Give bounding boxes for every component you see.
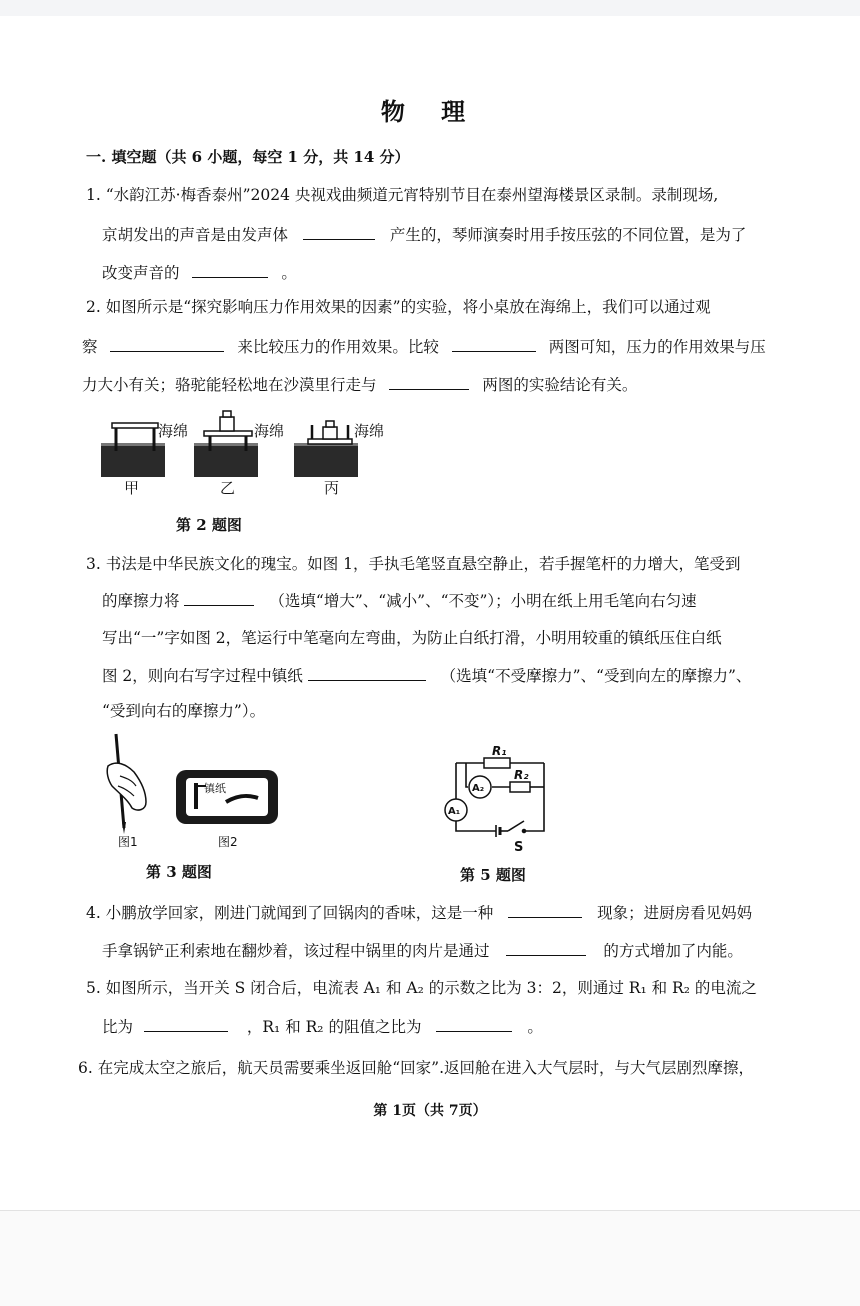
q4-text-a: 4. 小鹏放学回家，刚进门就闻到了回锅肉的香味，这是一种 (86, 904, 494, 922)
q3-text-b: （选填“增大”、“减小”、“不变”）；小明在纸上用毛笔向右匀速 (269, 592, 697, 610)
switch-s (508, 821, 526, 833)
sponge-label: 海绵 (254, 422, 285, 440)
figure-name-bing: 丙 (324, 479, 340, 497)
q5-line2 (102, 1015, 543, 1038)
sponge-label: 海绵 (354, 422, 385, 440)
q1-text-d: 。 (281, 264, 297, 282)
page-title: 物 理 (380, 97, 480, 126)
q1-text-a: 京胡发出的声音是由发声体 (102, 226, 289, 244)
q5-text-b: ，R₁ 和 R₂ 的阻值之比为 (246, 1018, 422, 1036)
sponge-yi (194, 411, 258, 477)
answer-blank[interactable] (110, 335, 224, 352)
q3-caption: 第 3 题图 (146, 863, 212, 881)
q2-text-d: 力大小有关；骆驼能轻松地在沙漠里行走与 (82, 376, 377, 394)
resistor-r2 (510, 782, 530, 792)
q4-line1 (86, 901, 752, 924)
figure-name-jia: 甲 (124, 479, 140, 497)
q2-text-a: 察 (82, 338, 98, 356)
paperweight-label: 镇纸 (204, 782, 226, 795)
answer-blank[interactable] (144, 1015, 228, 1032)
page-footer: 第 1页（共 7页） (373, 1103, 487, 1119)
fig2-label: 图2 (218, 835, 238, 849)
q4-text-c: 手拿锅铲正利索地在翻炒着，该过程中锅里的肉片是通过 (102, 942, 490, 960)
q3-line5: “受到向右的摩擦力”）。 (102, 702, 266, 720)
q2-line2 (82, 335, 766, 358)
sponge-bing (294, 421, 358, 477)
a1-label: A₁ (448, 806, 461, 817)
q2-text-e: 两图的实验结论有关。 (482, 376, 638, 394)
q4-line2 (102, 939, 743, 962)
blank-area (0, 1210, 860, 1306)
q2-line3 (82, 373, 637, 396)
q2-caption: 第 2 题图 (176, 516, 242, 534)
answer-blank[interactable] (508, 901, 582, 918)
q4-text-d: 的方式增加了内能。 (603, 942, 743, 960)
q3-line3: 写出“一”字如图 2，笔运行中笔毫向左弯曲，为防止白纸打滑，小明用较重的镇纸压住白纸 (102, 629, 722, 647)
answer-blank[interactable] (452, 335, 536, 352)
sponge-label: 海绵 (158, 422, 189, 440)
answer-blank[interactable] (192, 261, 268, 278)
q1-text-b: 产生的，琴师演奏时用手按压弦的不同位置，是为了 (389, 226, 747, 244)
q6-line1: 6. 在完成太空之旅后，航天员需要乘坐返回舱“回家”.返回舱在进入大气层时，与大气层剧烈摩擦， (78, 1059, 754, 1077)
answer-blank[interactable] (184, 589, 254, 606)
figure-name-yi: 乙 (220, 479, 236, 497)
sponge-jia (101, 423, 165, 477)
r1-label: R₁ (492, 744, 507, 758)
q5-text-c: 。 (527, 1018, 543, 1036)
answer-blank[interactable] (303, 223, 375, 240)
q5-caption: 第 5 题图 (460, 866, 526, 884)
q1-text-c: 改变声音的 (102, 264, 180, 282)
q2-text-b: 来比较压力的作用效果。比较 (237, 338, 439, 356)
fig1-label: 图1 (118, 835, 138, 849)
r2-label: R₂ (514, 768, 529, 782)
q3-text-c: 图 2，则向右写字过程中镇纸 (102, 667, 303, 685)
answer-blank[interactable] (506, 939, 586, 956)
battery (496, 825, 508, 837)
resistor-r1 (484, 758, 510, 768)
a2-label: A₂ (472, 783, 485, 794)
q3-text-a: 的摩擦力将 (102, 592, 180, 610)
answer-blank[interactable] (436, 1015, 512, 1032)
circuit-wires (456, 763, 544, 831)
q3-line1: 3. 书法是中华民族文化的瑰宝。如图 1，手执毛笔竖直悬空静止，若手握笔杆的力增大，笔受到 (86, 555, 741, 573)
brush-hand-figure (107, 734, 146, 834)
q3-figure (98, 730, 298, 850)
q1-line3 (102, 261, 297, 284)
answer-blank[interactable] (308, 664, 426, 681)
q1-line1: 1. “水韵江苏·梅香泰州”2024 央视戏曲频道元宵特别节目在泰州望海楼景区录制。录制现场, (86, 186, 719, 204)
section-heading: 一. 填空题（共 6 小题，每空 1 分，共 14 分） (86, 148, 410, 166)
q2-text-c: 两图可知，压力的作用效果与压 (548, 338, 766, 356)
q2-line1: 2. 如图所示是“探究影响压力作用效果的因素”的实验，将小桌放在海绵上，我们可以通过观 (86, 298, 711, 316)
paperweight-figure (176, 770, 278, 824)
q3-line4 (102, 664, 751, 687)
q3-line2 (102, 589, 697, 612)
q4-text-b: 现象；进厨房看见妈妈 (597, 904, 753, 922)
q1-line2 (102, 223, 746, 246)
answer-blank[interactable] (389, 373, 469, 390)
s-label: S (514, 840, 524, 855)
q5-text-a: 比为 (102, 1018, 134, 1036)
q2-figure (98, 405, 398, 497)
q5-circuit-figure (438, 735, 554, 855)
q3-text-d: （选填“不受摩擦力”、“受到向左的摩擦力”、 (440, 667, 752, 685)
q5-line1: 5. 如图所示，当开关 S 闭合后，电流表 A₁ 和 A₂ 的示数之比为 3：2，则通过 R₁ 和 R₂ 的电流之 (86, 979, 757, 997)
